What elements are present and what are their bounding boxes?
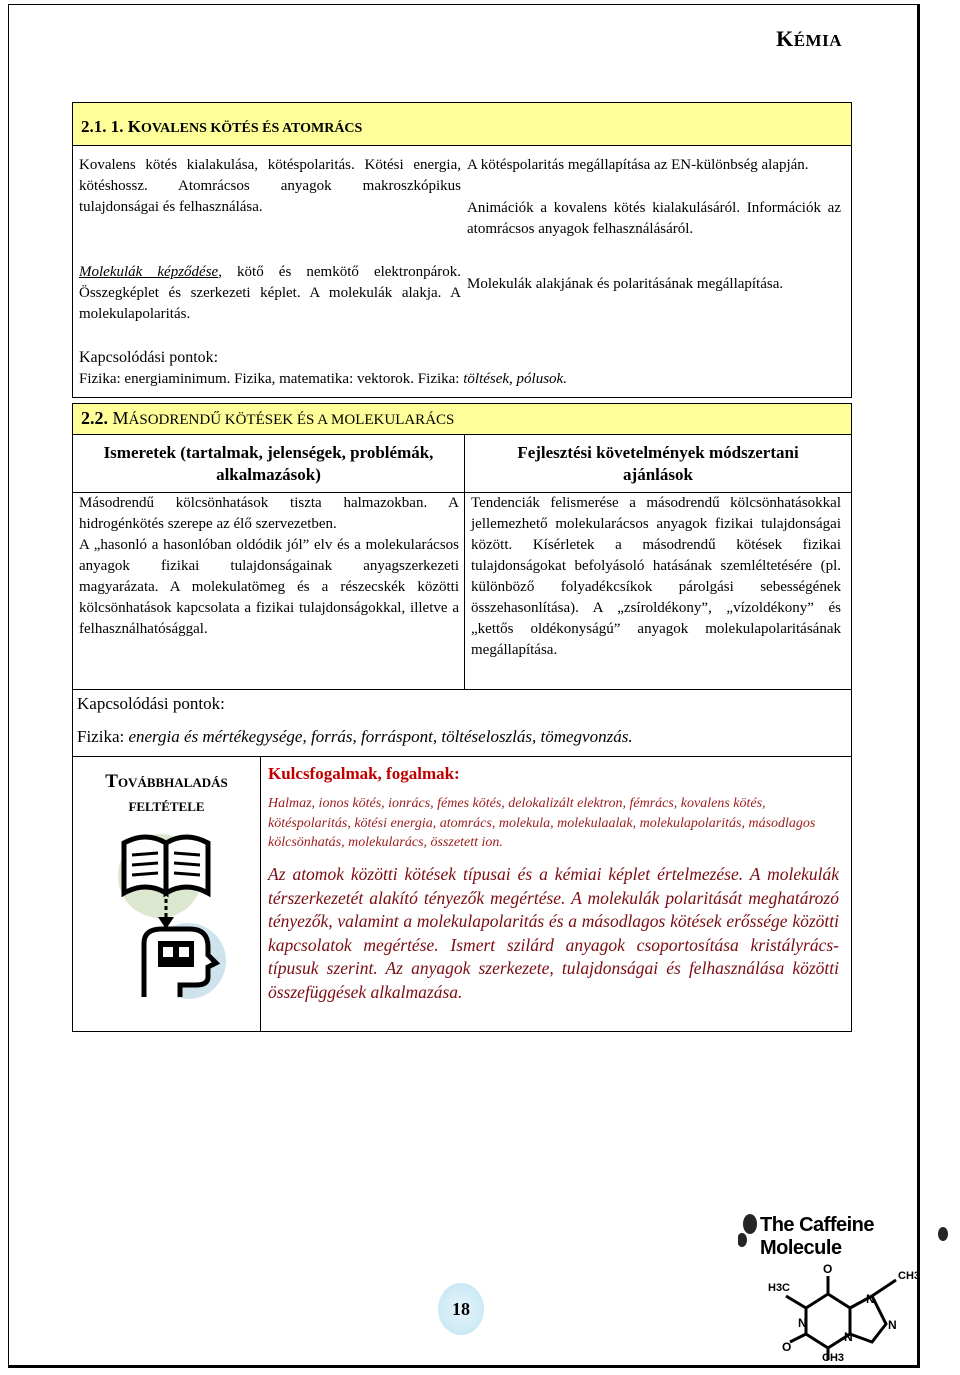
page-number: 18 [438,1283,484,1335]
page-header-title: KÉMIA [776,26,842,51]
key-concepts-label: Kulcsfogalmak, fogalmak: [268,764,460,783]
logo-atom-n: N [798,1316,807,1330]
logo-text: The Caffeine Molecule [760,1214,875,1259]
knowledge-text-1: Másodrendű kölcsönhatások tiszta halmazokban. A hidrogénkötés szerepe az élő szervezetben. [79,495,459,532]
section-title: 2.2. MÁSODRENDŰ KÖTÉSEK ÉS A MOLEKULARÁCS [72,403,852,435]
logo-atom-h3c: H3C [768,1282,791,1294]
connections-text: Fizika: energiaminimum. Fizika, matematika: vektorok. Fizika: töltések, pólusok. [79,371,567,387]
knowledge-text-2: A „hasonló a hasonlóban oldódik jól” elv és a molekularácsos anyagok fizikai tulajdonságainak anyagszerkezeti magyarázata. A molekulatömeg és a részecskék közötti kölcsönhatások kapcsolata a fizikai tulajdonságokkal, illetve a felhasználhatósággal. [79,537,459,637]
logo-atom-o: O [782,1340,792,1354]
progress-goals-text: Az atomok közötti kötések típusai és a kémiai képlet értelmezése. A molekulák térszerkezetét alakító tényezők megértése. A molekulák polaritását meghatározó tényezők, valamint a molekulapolaritás és a másodlagos kötések erőssége közötti kapcsolatok megértése. Ismert szilárd anyagok csoportosítása kristályrács-típusuk szerint. Az anyagok szerkezete, tulajdonságai és felhasználása közötti összefüggések alkalmazása. [268,864,839,1002]
knowledge-column-header: Ismeretek (tartalmak, jelenségek, problémák, alkalmazások) [73,435,464,493]
section-title: 2.1. 1. KOVALENS KÖTÉS ÉS ATOMRÁCS [72,102,852,146]
left-col-text-1: Kovalens kötés kialakulása, kötéspolaritás. Kötési energia, kötéshossz. Atomrácsos anyagok makroszkópikus tulajdonságai és felhasználása. [79,157,461,215]
progress-title: TOVÁBBHALADÁS FELTÉTELE [105,771,228,814]
requirements-text: Tendenciák felismerése a másodrendű kölcsönhatásokkal jellemezhető molekularácsos anyagok fizikai tulajdonságai között. Kísérletek a másodrendű kötések fizikai tulajdonságokat befolyásoló hatásának szemléltetésére (pl. különböző folyadékcsíkok párolgási sebességének összehasonlítása). A „zsíroldékony”, „vízoldékony” és „kettős oldékonyságú” anyagok molekulapolaritásának megállapítása. [471,495,841,658]
right-col-text-2: Animációk a kovalens kötés kialakulásáról. Információk az atomrácsos anyagok felhasználásáról. [467,200,841,237]
section2-connections [72,690,852,757]
logo-atom-ch3: CH3 [898,1270,921,1282]
logo-atom-o: O [823,1262,833,1276]
requirements-column-header: Fejlesztési követelmények módszertani ajánlások [465,435,851,493]
logo-atom-n: N [888,1318,897,1332]
left-col-text-2: Molekulák képződése, kötő és nemkötő elektronpárok. Összegképlet és szerkezeti képlet. A molekulák alakja. A molekulapolaritás. [79,264,461,322]
column-divider [260,757,261,1031]
book-to-head-icon [118,821,238,1003]
logo-atom-n: N [866,1292,875,1306]
section-secondary-bonds [72,403,852,690]
key-concepts-text: Halmaz, ionos kötés, ionrács, fémes kötés, delokalizált elektron, fémrács, kovalens kötés, kötéspolaritás, kötési energia, atomrács, molekula, molekulaalak, molekulapolaritás, másodlagos kölcsönhatás, molekularács, összetett ion. [268,796,816,850]
connections-label: Kapcsolódási pontok: [79,349,219,366]
right-col-text-1: A kötéspolaritás megállapítása az EN-különbség alapján. [467,157,809,173]
connections-label: Kapcsolódási pontok: [77,694,225,713]
right-col-text-3: Molekulák alakjának és polaritásának megállapítása. [467,276,784,292]
caffeine-logo [738,1210,948,1370]
progress-condition [72,757,852,1032]
connections-text: Fizika: energia és mértékegysége, forrás, forráspont, töltéseloszlás, tömegvonzás. [77,727,633,746]
section-covalent [72,102,852,398]
logo-atom-n: N [844,1330,853,1344]
logo-atom-ch3: CH3 [822,1352,845,1364]
